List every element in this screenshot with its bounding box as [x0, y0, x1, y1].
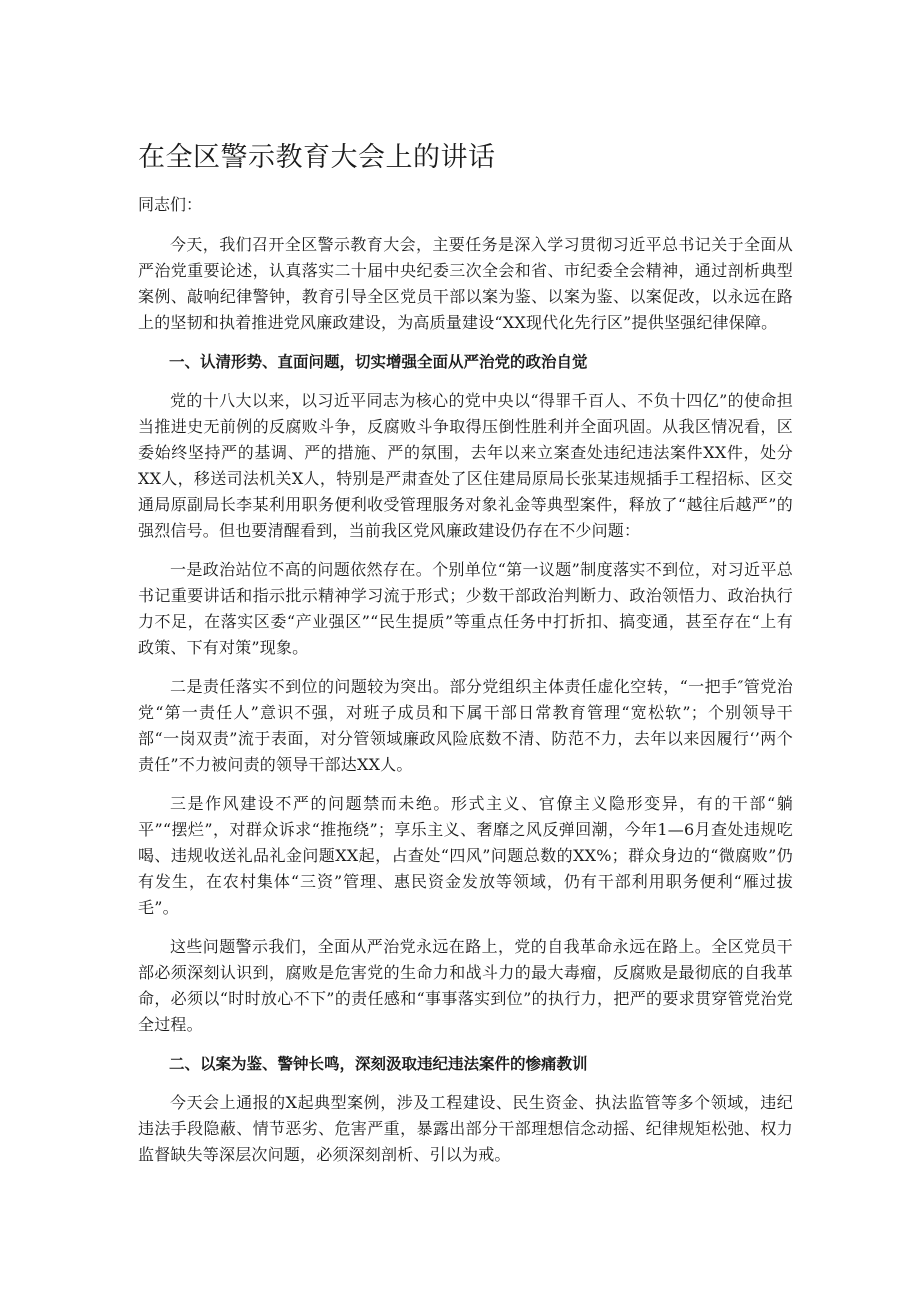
- paragraph-warning: 这些问题警示我们，全面从严治党永远在路上，党的自我革命永远在路上。全区党员干部必须深刻认识到，腐败是危害党的生命力和战斗力的最大毒瘤，反腐败是最彻底的自我革命，必须以“时时放心不下”的责任感和“事事落实到位”的执行力，把严的要求贯穿管党治党全过程。: [138, 937, 793, 1034]
- paragraph-problem-1: 一是政治站位不高的问题依然存在。个别单位“第一议题”制度落实不到位，对习近平总书记重要讲话和指示批示精神学习流于形式；少数干部政治判断力、政治领悟力、政治执行力不足，在落实区委“产业强区”“民生提质”等重点任务中打折扣、搞变通，甚至存在“上有政策、下有对策”现象。: [138, 560, 793, 657]
- paragraph-intro: 今天，我们召开全区警示教育大会，主要任务是深入学习贯彻习近平总书记关于全面从严治党重要论述，认真落实二十届中央纪委三次全会和省、市纪委全会精神，通过剖析典型案例、敲响纪律警钟，教育引导全区党员干部以案为鉴、以案为鉴、以案促改，以永远在路上的坚韧和执着推进党风廉政建设，为高质量建设“XX现代化先行区”提供坚强纪律保障。: [138, 235, 793, 332]
- paragraph-problem-3: 三是作风建设不严的问题禁而未绝。形式主义、官僚主义隐形变异，有的干部“躺平”“摆烂”，对群众诉求“推拖绕”；享乐主义、奢靡之风反弹回潮，今年1—6月查处违规吃喝、违规收送礼品礼金问题XX起，占查处“四风”问题总数的XX%；群众身边的“微腐败”仍有发生，在农村集体“三资”管理、惠民资金发放等领域，仍有干部利用职务便利“雁过拔毛”。: [138, 794, 793, 917]
- section-heading-2: 二、以案为鉴、警钟长鸣，深刻汲取违纪违法案件的惨痛教训: [169, 1055, 588, 1073]
- section-heading-1: 一、认清形势、直面问题，切实增强全面从严治党的政治自觉: [169, 353, 588, 371]
- document-page: [138, 138, 793, 1181]
- paragraph-cases: 今天会上通报的X起典型案例，涉及工程建设、民生资金、执法监管等多个领域，违纪违法手段隐蔽、情节恶劣、危害严重，暴露出部分干部理想信念动摇、纪律规矩松弛、权力监督缺失等深层次问题，必须深刻剖析、引以为戒。: [138, 1093, 793, 1164]
- document-title: 在全区警示教育大会上的讲话: [138, 142, 496, 173]
- paragraph-problem-2: 二是责任落实不到位的问题较为突出。部分党组织主体责任虚化空转，“一把手″管党治党“第一责任人”意识不强，对班子成员和下属干部日常教育管理“宽松软”；个别领导干部“一岗双责”流于表面，对分管领域廉政风险底数不清、防范不力，去年以来因履行‘’两个责任”不力被问责的领导干部达XX人。: [138, 677, 793, 774]
- salutation: 同志们：: [138, 195, 203, 214]
- paragraph-situation: 党的十八大以来，以习近平同志为核心的党中央以“得罪千百人、不负十四亿”的使命担当推进史无前例的反腐败斗争，反腐败斗争取得压倒性胜利并全面巩固。从我区情况看，区委始终坚持严的基调、严的措施、严的氛围，去年以来立案查处违纪违法案件XX件，处分XX人，移送司法机关X人，特别是严肃查处了区住建局原局长张某违规插手工程招标、区交通局原副局长李某利用职务便利收受管理服务对象礼金等典型案件，释放了“越往后越严”的强烈信号。但也要清醒看到，当前我区党风廉政建设仍存在不少问题：: [138, 391, 793, 540]
